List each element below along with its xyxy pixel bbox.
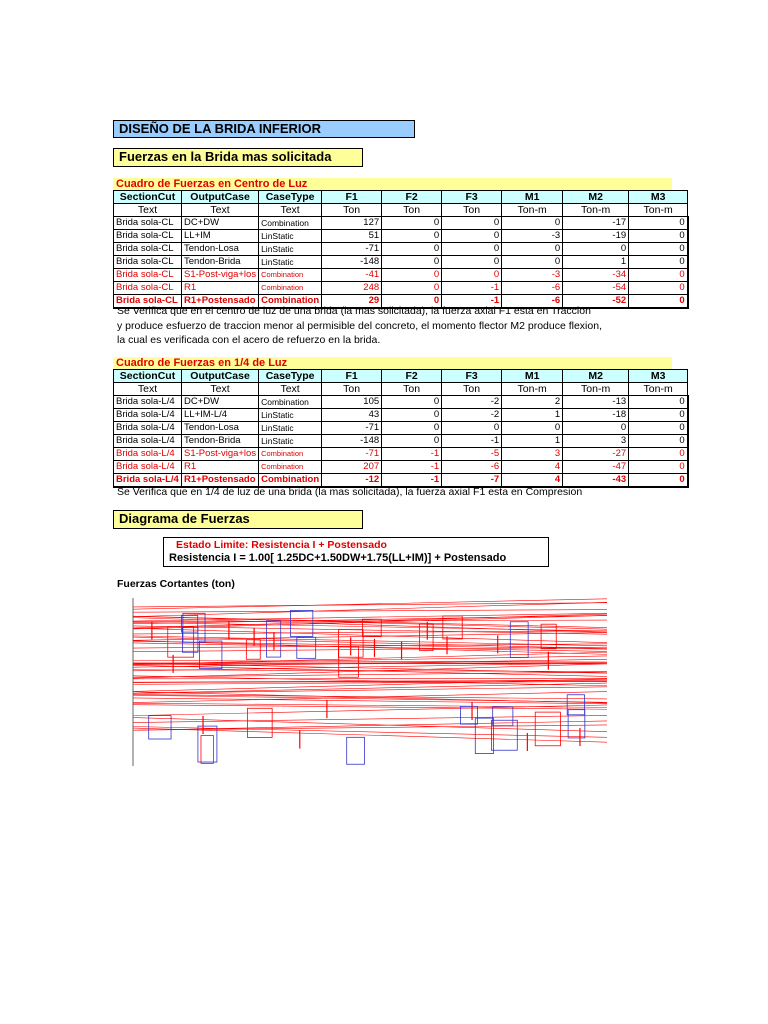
col-header-casetype: CaseType: [259, 370, 322, 383]
cell-output: R1: [182, 282, 259, 295]
cell-m1: 0: [502, 217, 563, 230]
cell-output: DC+DW: [182, 396, 259, 409]
cell-f2: 0: [382, 269, 442, 282]
cell-f2: -1: [382, 461, 442, 474]
cell-m3: 0: [629, 396, 688, 409]
cell-f1: -41: [322, 269, 382, 282]
table-row: [114, 461, 688, 474]
force-line: [133, 610, 607, 613]
col-header-f2: F2: [382, 370, 442, 383]
cell-f2: 0: [382, 243, 442, 256]
cell-m2: -47: [563, 461, 629, 474]
cell-section: Brida sola-CL: [114, 269, 182, 282]
col-header-f2: F2: [382, 191, 442, 204]
cell-f3: -2: [442, 396, 502, 409]
unit-cell: Ton-m: [629, 204, 688, 217]
cell-section: Brida sola-L/4: [114, 396, 182, 409]
force-line: [133, 715, 607, 722]
cell-f2: 0: [382, 396, 442, 409]
estado-limite-box: [163, 537, 549, 567]
cell-output: Tendon-Losa: [182, 422, 259, 435]
unit-cell: Ton-m: [563, 383, 629, 396]
cell-section: Brida sola-CL: [114, 295, 182, 309]
col-header-sectioncut: SectionCut: [114, 370, 182, 383]
cell-type: Combination: [259, 295, 322, 309]
cell-f2: 0: [382, 409, 442, 422]
force-box: [347, 737, 365, 764]
cell-m3: 0: [629, 282, 688, 295]
cell-m2: -19: [563, 230, 629, 243]
cell-output: DC+DW: [182, 217, 259, 230]
table-row: [114, 269, 688, 282]
cell-output: R1: [182, 461, 259, 474]
diagrama-heading: Diagrama de Fuerzas: [113, 510, 363, 529]
cell-f2: 0: [382, 282, 442, 295]
cell-m1: 2: [502, 396, 563, 409]
cell-f3: 0: [442, 230, 502, 243]
cell-type: Combination: [259, 461, 322, 474]
cell-f1: -148: [322, 435, 382, 448]
diagram-title: Fuerzas Cortantes (ton): [117, 578, 235, 590]
force-line: [133, 705, 607, 716]
cell-f1: 43: [322, 409, 382, 422]
cell-f3: 0: [442, 243, 502, 256]
table1-centro-luz: [113, 190, 689, 309]
main-heading: DISEÑO DE LA BRIDA INFERIOR: [113, 120, 415, 138]
cell-section: Brida sola-L/4: [114, 461, 182, 474]
cell-m2: 0: [563, 243, 629, 256]
cell-m3: 0: [629, 230, 688, 243]
cell-m2: -34: [563, 269, 629, 282]
unit-cell: Ton: [382, 383, 442, 396]
cell-f3: -1: [442, 295, 502, 309]
force-line: [133, 683, 607, 693]
cell-f1: -71: [322, 448, 382, 461]
cell-output: S1-Post-viga+los: [182, 448, 259, 461]
col-header-f1: F1: [322, 191, 382, 204]
resistencia-formula: Resistencia I = 1.00[ 1.25DC+1.50DW+1.75(LL+IM)] + Postensado: [169, 552, 507, 564]
cell-section: Brida sola-CL: [114, 256, 182, 269]
force-line: [133, 695, 607, 699]
cell-m3: 0: [629, 269, 688, 282]
table-row: [114, 256, 688, 269]
col-header-casetype: CaseType: [259, 191, 322, 204]
cell-m2: -27: [563, 448, 629, 461]
cell-section: Brida sola-L/4: [114, 474, 182, 488]
unit-cell: Ton-m: [563, 204, 629, 217]
cell-f3: 0: [442, 217, 502, 230]
cell-output: R1+Postensado: [182, 474, 259, 488]
cell-f3: 0: [442, 422, 502, 435]
cell-m1: 0: [502, 243, 563, 256]
cell-f1: -148: [322, 256, 382, 269]
unit-cell: Text: [114, 383, 182, 396]
table-row: [114, 435, 688, 448]
col-header-outputcase: OutputCase: [182, 370, 259, 383]
col-header-m1: M1: [502, 191, 563, 204]
table-row: [114, 243, 688, 256]
cell-section: Brida sola-CL: [114, 230, 182, 243]
cell-f2: 0: [382, 295, 442, 309]
table2-caption: Cuadro de Fuerzas en 1/4 de Luz: [113, 357, 672, 369]
cell-m2: -43: [563, 474, 629, 488]
cell-type: Combination: [259, 474, 322, 488]
cell-m3: 0: [629, 295, 688, 309]
cell-m2: -18: [563, 409, 629, 422]
cell-f2: 0: [382, 422, 442, 435]
cell-f1: 51: [322, 230, 382, 243]
col-header-m1: M1: [502, 370, 563, 383]
unit-cell: Text: [259, 383, 322, 396]
cell-f2: 0: [382, 435, 442, 448]
cell-type: LinStatic: [259, 435, 322, 448]
cell-m3: 0: [629, 448, 688, 461]
cell-type: LinStatic: [259, 409, 322, 422]
estado-limite-title: Estado Limite: Resistencia I + Postensado: [176, 539, 387, 551]
cell-m2: -13: [563, 396, 629, 409]
cell-m1: -6: [502, 295, 563, 309]
unit-cell: Ton: [442, 204, 502, 217]
table1-note: [117, 304, 602, 348]
cell-section: Brida sola-L/4: [114, 448, 182, 461]
cell-output: LL+IM-L/4: [182, 409, 259, 422]
unit-cell: Ton: [442, 383, 502, 396]
table2-note: [117, 485, 582, 500]
cell-m1: 4: [502, 461, 563, 474]
cell-output: S1-Post-viga+los: [182, 269, 259, 282]
col-header-sectioncut: SectionCut: [114, 191, 182, 204]
cell-m1: -3: [502, 269, 563, 282]
cell-m1: 3: [502, 448, 563, 461]
table-row: [114, 409, 688, 422]
cell-m2: -17: [563, 217, 629, 230]
col-header-f3: F3: [442, 370, 502, 383]
force-line: [133, 728, 607, 742]
force-box: [568, 710, 585, 738]
unit-cell: Text: [182, 383, 259, 396]
table-row: [114, 448, 688, 461]
cell-type: Combination: [259, 396, 322, 409]
cell-m1: 1: [502, 435, 563, 448]
force-box: [182, 627, 198, 652]
cell-m2: -52: [563, 295, 629, 309]
unit-cell: Ton: [322, 204, 382, 217]
cell-f3: -1: [442, 282, 502, 295]
cell-m2: 3: [563, 435, 629, 448]
cell-f3: -2: [442, 409, 502, 422]
cell-f3: -1: [442, 435, 502, 448]
cell-f3: -7: [442, 474, 502, 488]
unit-cell: Ton-m: [502, 204, 563, 217]
note-line: la cual es verificada con el acero de refuerzo en la brida.: [117, 334, 381, 346]
cell-m1: 0: [502, 256, 563, 269]
unit-cell: Text: [182, 204, 259, 217]
cell-output: Tendon-Brida: [182, 435, 259, 448]
cell-m1: -6: [502, 282, 563, 295]
col-header-f1: F1: [322, 370, 382, 383]
unit-cell: Ton: [382, 204, 442, 217]
force-box: [297, 637, 316, 658]
cell-f1: -71: [322, 422, 382, 435]
col-header-f3: F3: [442, 191, 502, 204]
cell-f3: 0: [442, 269, 502, 282]
cell-output: Tendon-Losa: [182, 243, 259, 256]
table-row: [114, 396, 688, 409]
unit-cell: Ton-m: [502, 383, 563, 396]
cell-m3: 0: [629, 243, 688, 256]
cell-m1: -3: [502, 230, 563, 243]
cell-output: R1+Postensado: [182, 295, 259, 309]
cell-m2: -54: [563, 282, 629, 295]
force-box: [339, 647, 359, 677]
cell-type: Combination: [259, 217, 322, 230]
cell-m3: 0: [629, 217, 688, 230]
cell-f2: -1: [382, 474, 442, 488]
col-header-m3: M3: [629, 191, 688, 204]
force-box: [246, 640, 260, 660]
table-row: [114, 230, 688, 243]
cell-m1: 1: [502, 409, 563, 422]
cell-f1: 127: [322, 217, 382, 230]
cell-m1: 0: [502, 422, 563, 435]
unit-cell: Text: [259, 204, 322, 217]
table-row: [114, 422, 688, 435]
cell-m3: 0: [629, 256, 688, 269]
cell-type: Combination: [259, 282, 322, 295]
fuerzas-heading: Fuerzas en la Brida mas solicitada: [113, 148, 363, 167]
cell-section: Brida sola-L/4: [114, 435, 182, 448]
cell-m2: 1: [563, 256, 629, 269]
table-row: [114, 282, 688, 295]
cell-m2: 0: [563, 422, 629, 435]
cell-f2: 0: [382, 217, 442, 230]
cell-f2: -1: [382, 448, 442, 461]
force-box: [201, 736, 213, 764]
cell-m3: 0: [629, 435, 688, 448]
cell-section: Brida sola-CL: [114, 282, 182, 295]
cell-type: Combination: [259, 269, 322, 282]
cell-m3: 0: [629, 409, 688, 422]
cell-m3: 0: [629, 461, 688, 474]
cell-type: LinStatic: [259, 230, 322, 243]
force-line: [133, 599, 607, 609]
col-header-m3: M3: [629, 370, 688, 383]
cell-type: LinStatic: [259, 243, 322, 256]
table-row: [114, 217, 688, 230]
table2-cuarto-luz: [113, 369, 689, 488]
cell-f1: 248: [322, 282, 382, 295]
cell-f3: -6: [442, 461, 502, 474]
cell-f2: 0: [382, 256, 442, 269]
col-header-m2: M2: [563, 370, 629, 383]
cell-m1: 4: [502, 474, 563, 488]
force-line: [133, 687, 607, 694]
cell-f1: 207: [322, 461, 382, 474]
cell-section: Brida sola-L/4: [114, 422, 182, 435]
unit-cell: Ton-m: [629, 383, 688, 396]
cell-f1: -71: [322, 243, 382, 256]
unit-cell: Text: [114, 204, 182, 217]
cell-output: LL+IM: [182, 230, 259, 243]
note-line: Se Verifica que en el centro de luz de una brida (la mas solicitada), la fuerza axial F1 esta en Traccion: [117, 305, 591, 317]
note-line: y produce esfuerzo de traccion menor al permisible del concreto, el momento flector M2 produce flexion,: [117, 319, 602, 332]
cell-type: LinStatic: [259, 422, 322, 435]
force-box: [567, 695, 584, 715]
cell-f2: 0: [382, 230, 442, 243]
unit-cell: Ton: [322, 383, 382, 396]
cell-f1: -12: [322, 474, 382, 488]
cell-section: Brida sola-L/4: [114, 409, 182, 422]
cell-f3: 0: [442, 256, 502, 269]
table1-caption: Cuadro de Fuerzas en Centro de Luz: [113, 178, 672, 190]
cell-f1: 29: [322, 295, 382, 309]
note-line: Se Verifica que en 1/4 de luz de una brida (la mas solicitada), la fuerza axial F1 esta en Compresion: [117, 486, 583, 498]
cell-output: Tendon-Brida: [182, 256, 259, 269]
cell-section: Brida sola-CL: [114, 217, 182, 230]
cell-f1: 105: [322, 396, 382, 409]
force-line: [133, 603, 607, 607]
shear-force-diagram: [125, 598, 625, 768]
col-header-m2: M2: [563, 191, 629, 204]
col-header-outputcase: OutputCase: [182, 191, 259, 204]
cell-m3: 0: [629, 422, 688, 435]
cell-section: Brida sola-CL: [114, 243, 182, 256]
cell-type: Combination: [259, 448, 322, 461]
cell-type: LinStatic: [259, 256, 322, 269]
cell-m3: 0: [629, 474, 688, 488]
cell-f3: -5: [442, 448, 502, 461]
